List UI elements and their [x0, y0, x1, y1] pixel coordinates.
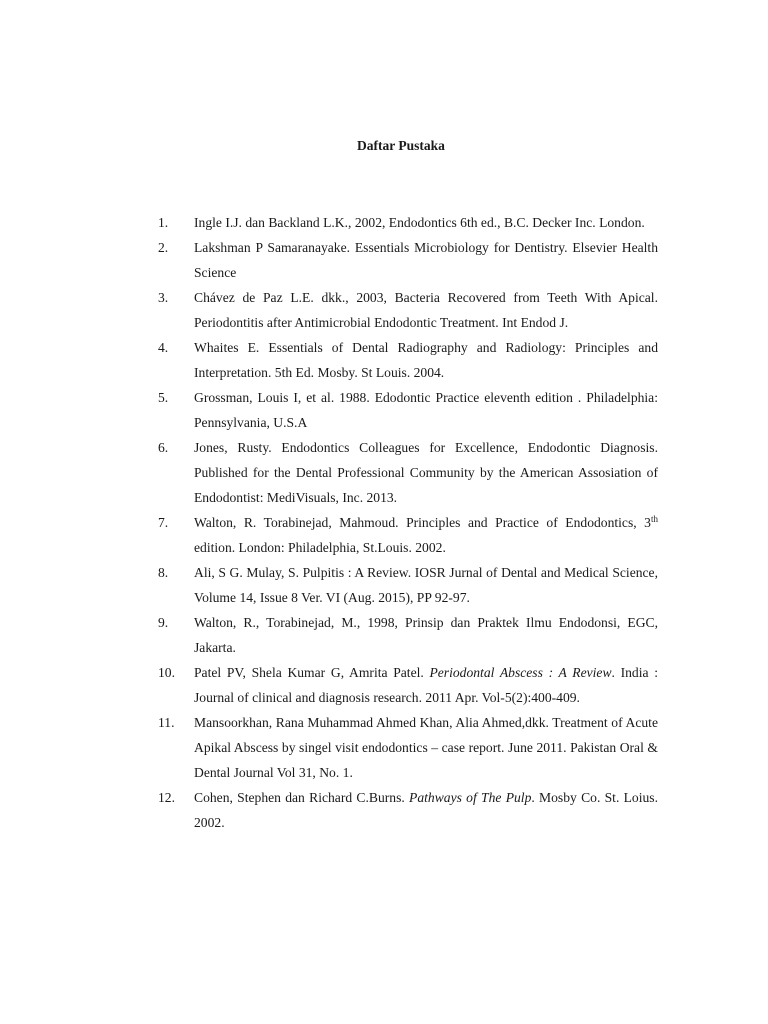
reference-text [194, 560, 658, 610]
reference-number: 6. [158, 440, 169, 455]
reference-item [158, 710, 658, 785]
italic-title: Periodontal Abscess : A Review [429, 665, 612, 680]
reference-item [158, 335, 658, 385]
page-title: Daftar Pustaka [357, 138, 445, 153]
reference-number: 1. [158, 215, 169, 230]
superscript-text: th [650, 514, 658, 524]
reference-text [194, 435, 658, 510]
reference-item [158, 385, 658, 435]
reference-segment: . Mosby Co. St. Loius. 2002. [194, 790, 658, 830]
reference-item [158, 560, 658, 610]
reference-text [194, 385, 658, 435]
reference-text [194, 660, 658, 710]
reference-segment: Whaites E. Essentials of Dental Radiography and Radiology: Principles and Interpretation. 5th Ed. Mosby. St Louis. 2004. [194, 340, 658, 380]
reference-number: 11. [158, 715, 175, 730]
reference-text [194, 285, 658, 335]
reference-segment: Grossman, Louis I, et al. 1988. Edodontic Practice eleventh edition . Philadelphia: Pennsylvania, U.S.A [194, 390, 658, 430]
reference-segment: . India : Journal of clinical and diagnosis research. 2011 Apr. Vol-5(2):400-409. [194, 665, 658, 705]
reference-segment: Ali, S G. Mulay, S. Pulpitis : A Review. IOSR Jurnal of Dental and Medical Science, Volume 14, Issue 8 Ver. VI (Aug. 2015), PP 92-97. [194, 565, 658, 605]
reference-segment: Jones, Rusty. Endodontics Colleagues for Excellence, Endodontic Diagnosis. Published for the Dental Professional Community by the American Assosiation of Endodontist: MediVisuals, Inc. 2013. [194, 440, 658, 505]
reference-list [158, 210, 658, 835]
reference-item [158, 285, 658, 335]
reference-segment: Mansoorkhan, Rana Muhammad Ahmed Khan, Alia Ahmed,dkk. Treatment of Acute Apikal Abscess by singel visit endodontics – case report. June 2011. Pakistan Oral & Dental Journal Vol 31, No. 1. [194, 715, 658, 780]
reference-item [158, 785, 658, 835]
reference-number: 2. [158, 240, 169, 255]
italic-title: Pathways of The Pulp [409, 790, 532, 805]
reference-segment: Patel PV, Shela Kumar G, Amrita Patel. [194, 665, 430, 680]
reference-item [158, 235, 658, 285]
reference-number: 5. [158, 390, 169, 405]
reference-segment: Walton, R., Torabinejad, M., 1998, Prinsip dan Praktek Ilmu Endodonsi, EGC, Jakarta. [194, 615, 658, 655]
reference-number: 12. [158, 790, 175, 805]
reference-number: 7. [158, 515, 169, 530]
reference-number: 3. [158, 290, 169, 305]
reference-text [194, 510, 658, 560]
reference-item [158, 660, 658, 710]
reference-number: 10. [158, 665, 175, 680]
reference-segment: Lakshman P Samaranayake. Essentials Microbiology for Dentistry. Elsevier Health Science [194, 240, 658, 280]
reference-item [158, 435, 658, 510]
reference-number: 8. [158, 565, 169, 580]
reference-text [194, 210, 658, 235]
reference-segment: Walton, R. Torabinejad, Mahmoud. Principles and Practice of Endodontics, 3 [194, 515, 651, 530]
reference-text [194, 235, 658, 285]
reference-segment: Ingle I.J. dan Backland L.K., 2002, Endodontics 6th ed., B.C. Decker Inc. London. [194, 215, 645, 230]
reference-number: 4. [158, 340, 169, 355]
reference-item [158, 610, 658, 660]
reference-item [158, 210, 658, 235]
reference-segment: Cohen, Stephen dan Richard C.Burns. [194, 790, 410, 805]
reference-segment: edition. London: Philadelphia, St.Louis. 2002. [194, 540, 446, 555]
reference-text [194, 335, 658, 385]
reference-item [158, 510, 658, 560]
reference-text [194, 710, 658, 785]
reference-segment: Chávez de Paz L.E. dkk., 2003, Bacteria Recovered from Teeth With Apical. Periodontitis after Antimicrobial Endodontic Treatment. Int Endod J. [194, 290, 658, 330]
reference-text [194, 610, 658, 660]
reference-number: 9. [158, 615, 169, 630]
reference-text [194, 785, 658, 835]
